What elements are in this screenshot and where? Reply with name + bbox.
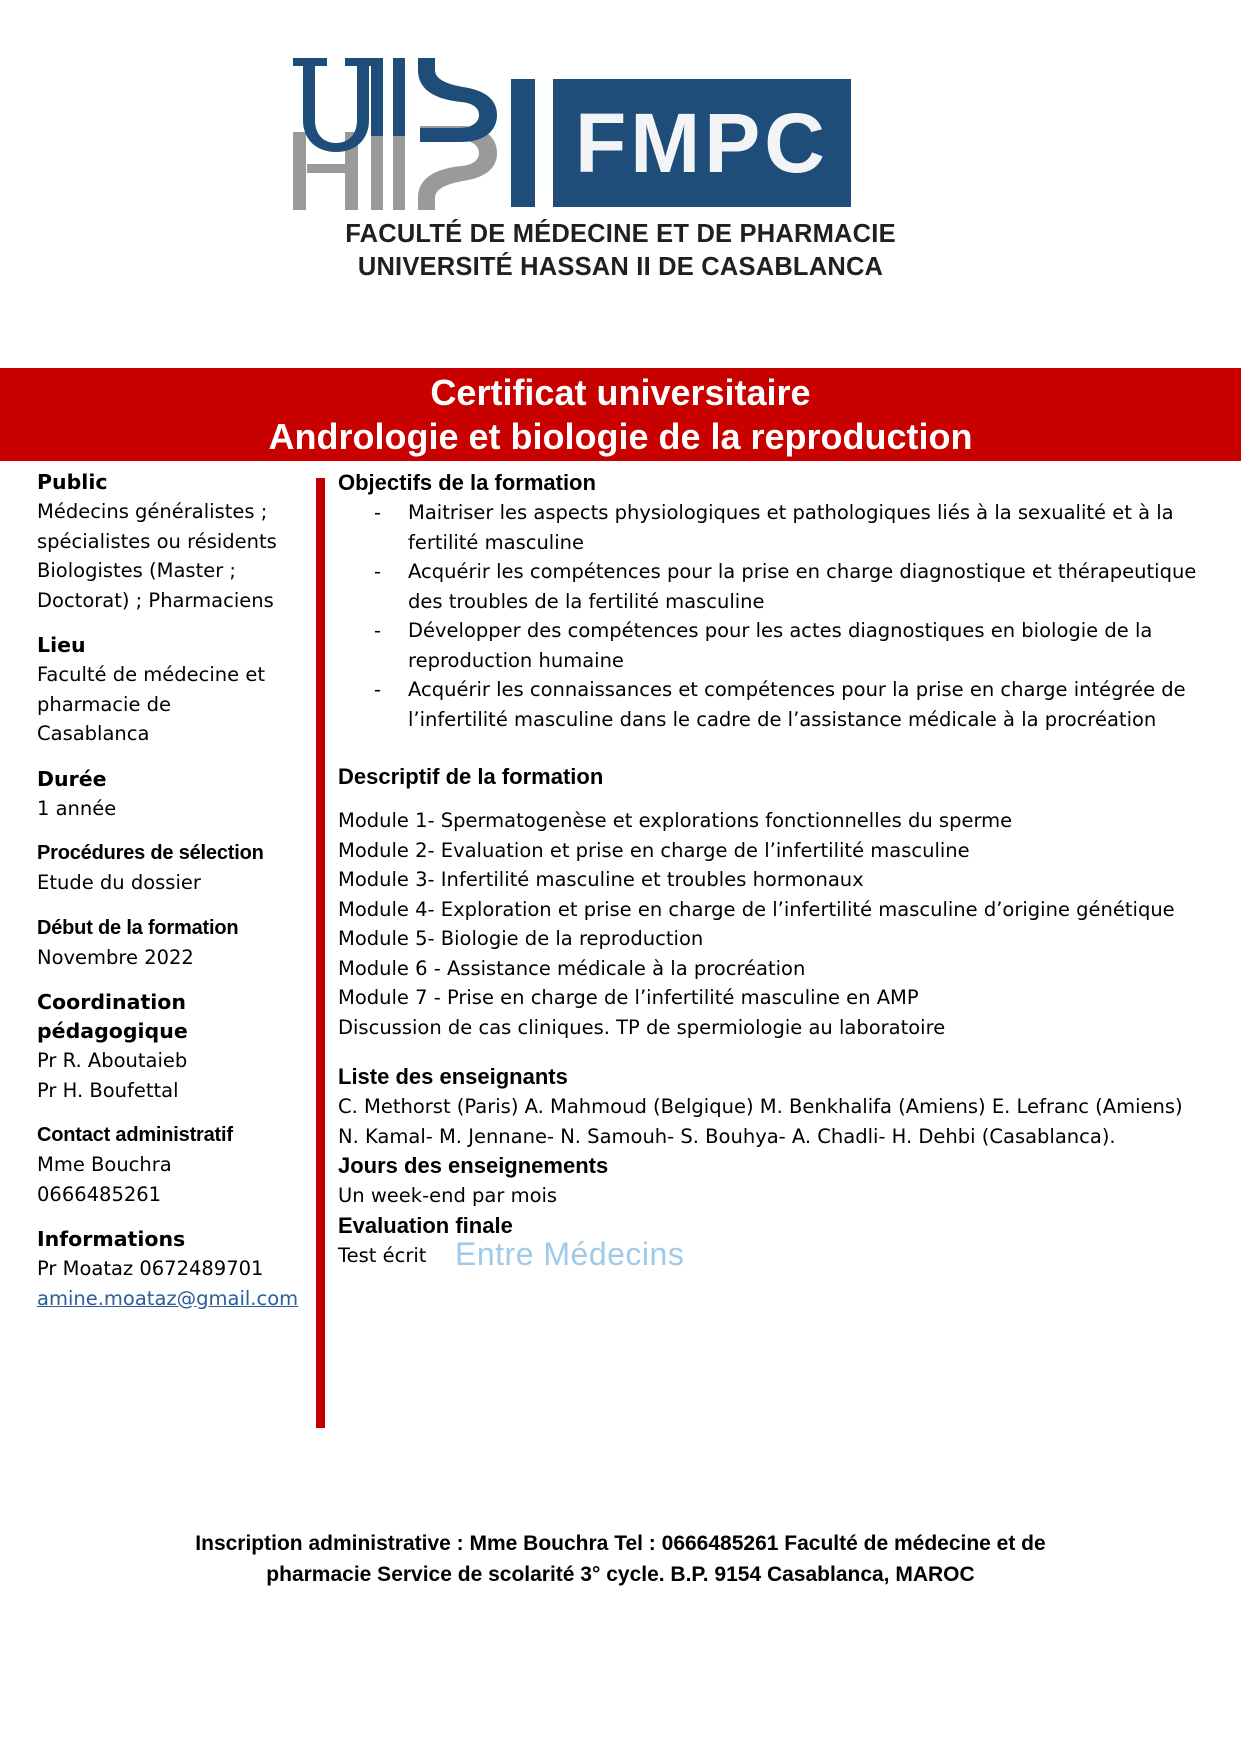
watermark-text: Entre Médecins [455, 1236, 685, 1272]
objective-item: - Développer des compétences pour les actes diagnostiques en biologie de la reproduction humaine [374, 616, 1200, 675]
teachers-text: C. Methorst (Paris) A. Mahmoud (Belgique) M. Benkhalifa (Amiens) E. Lefranc (Amiens) N. Kamal- M. Jennane- N. Samouh- S. Bouhya- A. Chadli- H. Dehbi (Casablanca). [338, 1095, 1183, 1148]
sidebar-heading: Procédures de sélection [37, 842, 264, 864]
sidebar-heading: Début de la formation [37, 916, 239, 939]
module-item: Module 3- Infertilité masculine et troubles hormonaux [338, 868, 864, 891]
title-banner [0, 368, 1241, 461]
module-item: Module 6 - Assistance médicale à la procréation [338, 956, 806, 980]
descriptif-heading: Descriptif de la formation [338, 764, 604, 789]
main-content [338, 468, 1200, 1270]
objective-item: - Acquérir les connaissances et compétences pour la prise en charge intégrée de l’infertilité masculine dans le cadre de l’assistance médicale à la procréation [374, 675, 1200, 734]
days-text: Un week-end par mois [338, 1184, 558, 1207]
sidebar-value: Pr Moataz 0672489701 [37, 1257, 264, 1280]
contact-email-link[interactable]: amine.moataz@gmail.com [37, 1286, 299, 1310]
objectives-heading: Objectifs de la formation [338, 470, 596, 495]
sidebar-value: pharmacie de Casablanca [37, 692, 172, 745]
module-item: Discussion de cas cliniques. TP de spermiologie au laboratoire [338, 1015, 946, 1039]
vertical-divider [316, 478, 325, 1428]
teachers-heading: Liste des enseignants [338, 1064, 568, 1089]
institution-name [0, 218, 1241, 284]
objective-item: - Maitriser les aspects physiologiques et pathologiques liés à la sexualité et à la fertilité masculine [374, 498, 1200, 557]
sidebar-value: spécialistes ou résidents [37, 529, 277, 553]
modules-list [338, 806, 1200, 1042]
sidebar-value: Médecins généralistes ; [37, 500, 268, 523]
module-item: Module 2- Evaluation et prise en charge de l’infertilité masculine [338, 838, 970, 862]
document-footer [0, 1528, 1241, 1590]
sidebar-value: Faculté de médecine et [37, 663, 265, 686]
sidebar-value: Mme Bouchra [37, 1153, 172, 1176]
logo-separator-bar [511, 79, 535, 207]
sidebar-heading: Informations [37, 1227, 186, 1251]
module-item: Module 4- Exploration et prise en charge de l’infertilité masculine d’origine génétique [338, 897, 1175, 921]
days-heading: Jours des enseignements [338, 1153, 609, 1178]
sidebar-value: 1 annéе [37, 796, 117, 820]
sidebar-value: Novembre 2022 [37, 945, 194, 969]
module-item: Module 1- Spermatogenèse et explorations fonctionnelles du sperme [338, 809, 1013, 832]
uh2-logo-icon [283, 58, 498, 210]
banner-title-line-1: Certificat universitaire [430, 371, 811, 413]
sidebar-value: 0666485261 [37, 1182, 162, 1206]
module-item: Module 7 - Prise en charge de l’infertilité masculine en AMP [338, 986, 919, 1009]
fmpc-badge: FMPC [553, 79, 851, 207]
footer-line-2: pharmacie Service de scolarité 3° cycle. B.P. 9154 Casablanca, MAROC [266, 1563, 975, 1586]
module-item: Module 5- Biologie de la reproduction [338, 927, 704, 950]
objective-item: - Acquérir les compétences pour la prise en charge diagnostique et thérapeutique des troubles de la fertilité masculine [374, 557, 1200, 616]
document-header [0, 0, 1241, 310]
sidebar-value: Biologistes (Master ; [37, 559, 236, 582]
banner-title-line-2: Andrologie et biologie de la reproduction [268, 415, 973, 457]
sidebar-value: Pr R. Aboutaieb [37, 1049, 188, 1072]
footer-line-1: Inscription administrative : Mme Bouchra Tel : 0666485261 Faculté de médecine et de [195, 1532, 1046, 1555]
objectives-list [338, 498, 1200, 734]
sidebar-value: Pr H. Boufettal [37, 1078, 179, 1102]
sidebar-heading: Durée [37, 766, 107, 791]
body-content [0, 468, 1241, 1548]
sidebar-value: Etude du dossier [37, 871, 201, 894]
sidebar-value: Doctorat) ; Pharmaciens [37, 588, 274, 612]
info-sidebar [37, 468, 299, 1313]
evaluation-heading: Evaluation finale [338, 1212, 513, 1238]
sidebar-heading: Contact administratif [37, 1124, 233, 1146]
evaluation-text: Test écrit [338, 1243, 427, 1267]
logo-lockup [283, 58, 863, 210]
sidebar-heading: Lieu [37, 633, 86, 657]
sidebar-heading: Public [37, 470, 108, 494]
sidebar-heading: Coordination pédagogique [37, 990, 188, 1043]
institution-line-1: FACULTÉ DE MÉDECINE ET DE PHARMACIE [345, 220, 896, 248]
institution-line-2: UNIVERSITÉ HASSAN II DE CASABLANCA [357, 253, 884, 281]
